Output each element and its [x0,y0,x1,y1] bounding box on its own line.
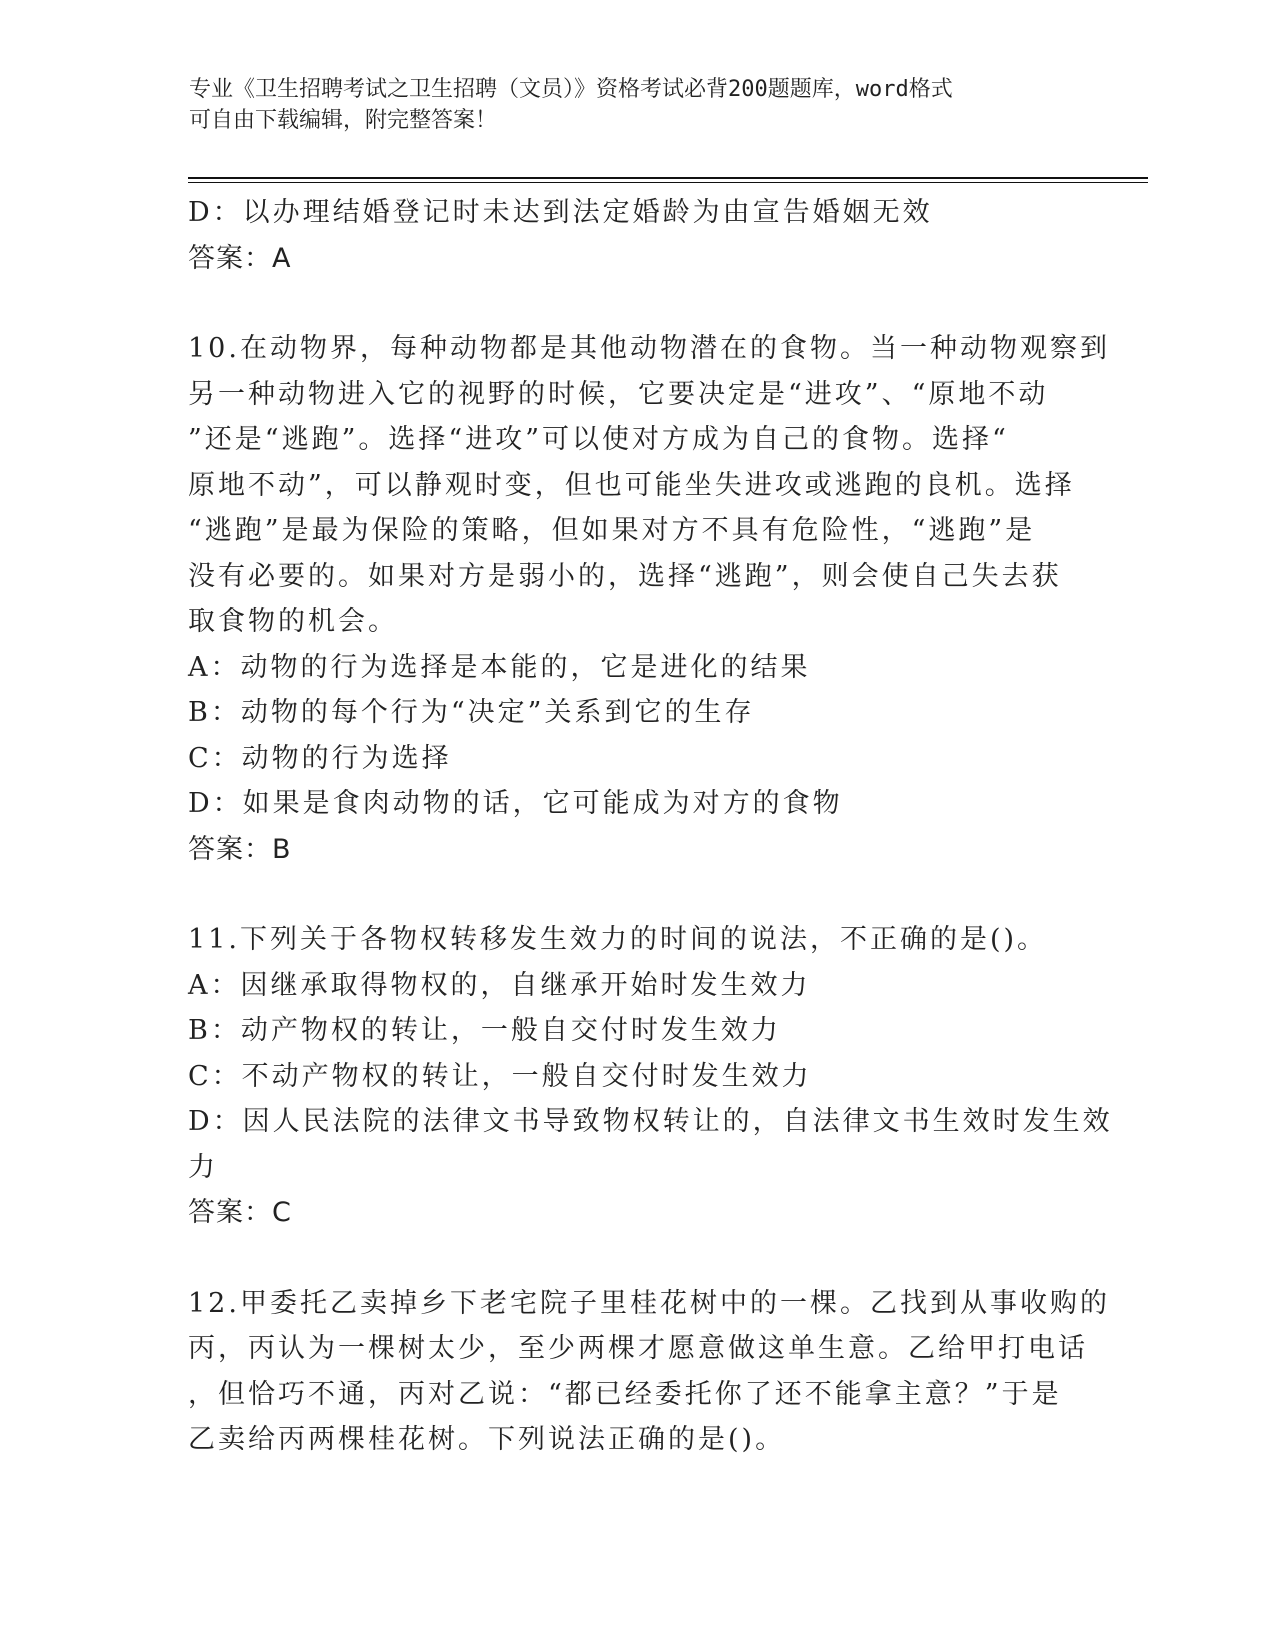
option-line: A：因继承取得物权的，自继承开始时发生效力 [188,969,811,1001]
question-block [188,917,1113,1236]
option-line: B：动物的每个行为“决定”关系到它的生存 [188,697,755,728]
question-block [188,190,1088,281]
option-line: C：动物的行为选择 [188,742,452,774]
question-text-line: 11.下列关于各物权转移发生效力的时间的说法，不正确的是()。 [188,924,1048,955]
question-block [188,1281,1110,1463]
block-spacer [188,1236,1088,1281]
option-line: B：动产物权的转让，一般自交付时发生效力 [188,1015,781,1046]
question-text-line: 乙卖给丙两棵桂花树。下列说法正确的是()。 [188,1424,786,1455]
option-line: D：如果是食肉动物的话，它可能成为对方的食物 [188,788,843,819]
option-line: C：不动产物权的转让，一般自交付时发生效力 [188,1060,812,1092]
header-divider [188,177,1148,183]
answer-line: 答案：B [188,833,292,865]
question-text-line: 丙，丙认为一棵树太少，至少两棵才愿意做这单生意。乙给甲打电话 [188,1333,1088,1364]
header-line-2: 可自由下载编辑，附完整答案！ [189,108,498,133]
block-spacer [188,872,1088,917]
question-text-line: “逃跑”是最为保险的策略，但如果对方不具有危险性，“逃跑”是 [188,515,1036,546]
option-line: D：因人民法院的法律文书导致物权转让的，自法律文书生效时发生效 [188,1106,1113,1137]
question-block [188,326,1110,872]
question-text-line: 10.在动物界，每种动物都是其他动物潜在的食物。当一种动物观察到 [188,333,1110,364]
question-content [188,190,1113,1463]
option-line: A：动物的行为选择是本能的，它是进化的结果 [188,651,811,683]
question-text-line: 另一种动物进入它的视野的时候，它要决定是“进攻”、“原地不动 [188,378,1049,410]
option-line: 力 [188,1151,218,1183]
block-spacer [188,281,1088,326]
question-text-line: ，但恰巧不通，丙对乙说：“都已经委托你了还不能拿主意？”于是 [188,1378,1062,1410]
question-text-line: ”还是“逃跑”。选择“进攻”可以使对方成为自己的食物。选择“ [188,424,1009,455]
question-text-line: 原地不动”，可以静观时变，但也可能坐失进攻或逃跑的良机。选择 [188,469,1075,501]
answer-line: 答案：C [188,1197,292,1228]
question-text-line: 12.甲委托乙卖掉乡下老宅院子里桂花树中的一棵。乙找到从事收购的 [188,1287,1110,1319]
question-text-line: 没有必要的。如果对方是弱小的，选择“逃跑”，则会使自己失去获 [188,560,1062,592]
option-line: D：以办理结婚登记时未达到法定婚龄为由宣告婚姻无效 [188,197,933,228]
document-header [189,74,1069,136]
question-text-line: 取食物的机会。 [188,606,398,637]
answer-line: 答案：A [188,242,292,274]
header-line-1: 专业《卫生招聘考试之卫生招聘（文员）》资格考试必背200题题库，word格式 [189,77,953,102]
